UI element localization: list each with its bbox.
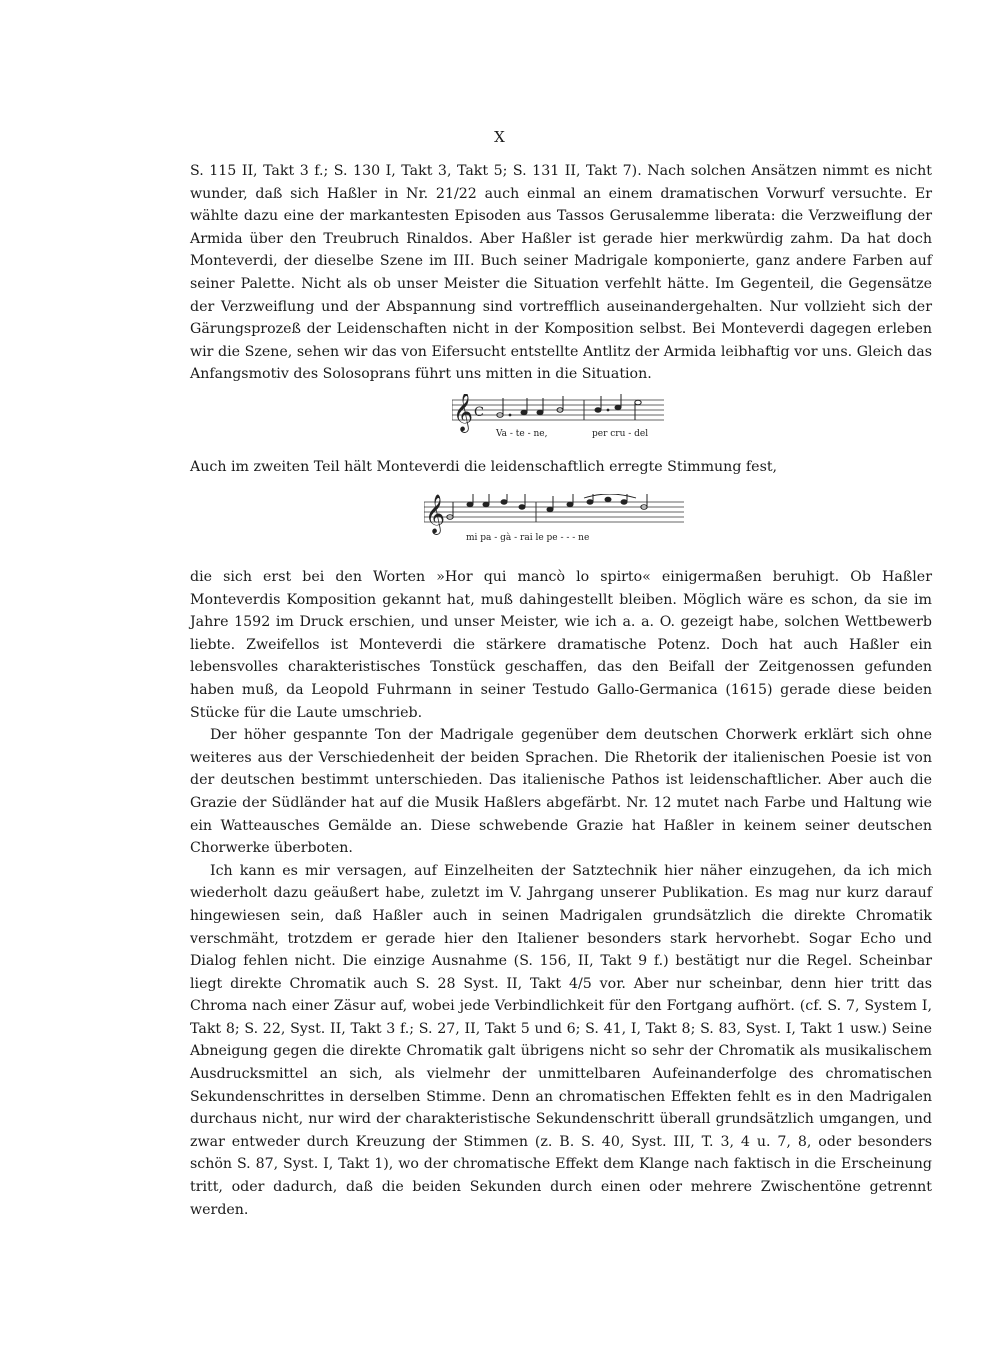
treble-clef-icon: 𝄞: [453, 394, 474, 432]
text-block-1: [190, 160, 932, 386]
text-block-3: [190, 566, 932, 1221]
treble-clef-icon: 𝄞: [425, 494, 446, 534]
music-example-1: [452, 394, 666, 446]
paragraph-2: Auch im zweiten Teil hält Monteverdi die leidenschaftlich erregte Stimmung fest,: [190, 459, 778, 475]
lyric-3: mi pa - gà - rai le pe - - - ne: [466, 533, 590, 543]
music-example-2: [424, 494, 686, 546]
lyric-2: per cru - del: [592, 429, 649, 439]
lyric-1: Va - te - ne,: [496, 429, 548, 439]
paragraph-1: S. 115 II, Takt 3 f.; S. 130 I, Takt 3, Takt 5; S. 131 II, Takt 7). Nach solchen Ansätzen nimmt es nicht wunder, daß sich Haßler in Nr. 21/22 auch einmal an einem dramatischen Vorwurf versuchte. Er wählte dazu eine der markantesten Episoden aus Tassos Gerusalemme liberata: die Verzweiflung der Armida über den Treubruch Rinaldos. Aber Haßler ist gerade hier merkwürdig zahm. Da hat doch Monteverdi, der dieselbe Szene im III. Buch seiner Madrigale komponierte, ganz andere Farben auf seiner Palette. Nicht als ob unser Meister die Situation verfehlt hätte. Im Gegenteil, die Gegensätze der Verzweiflung und der Abspannung sind vortrefflich auseinandergehalten. Nur vollzieht sich der Gärungsprozeß der Leidenschaften nicht in der Komposition selbst. Bei Monteverdi dagegen erleben wir die Szene, sehen wir das von Eifersucht entstellte Antlitz der Armida leibhaftig vor uns. Gleich das Anfangsmotiv des Solosoprans führt uns mitten in die Situation.: [190, 163, 932, 383]
page-number: X: [494, 128, 506, 146]
time-signature-icon: C: [474, 405, 484, 420]
paragraph-5: Ich kann es mir versagen, auf Einzelheiten der Satztechnik hier näher einzugehen, da ich mich wiederholt dazu geäußert habe, zuletzt im V. Jahrgang unserer Publikation. Es mag nur kurz darauf hingewiesen sein, daß Haßler auch in seinen Madrigalen grundsätzlich die direkte Chromatik verschmäht, trotzdem er gerade hier den Italiener besonders stark hervorhebt. Sogar Echo und Dialog fehlen nicht. Die einzige Ausnahme (S. 156, II, Takt 9 f.) bestätigt nur die Regel. Scheinbar liegt direkte Chromatik auch S. 28 Syst. II, Takt 4/5 vor. Aber nur scheinbar, denn hier tritt das Chroma nach einer Zäsur auf, wobei jede Verbindlichkeit für den Fortgang aufhört. (cf. S. 7, System I, Takt 8; S. 22, Syst. II, Takt 3 f.; S. 27, II, Takt 5 und 6; S. 41, I, Takt 8; S. 83, Syst. I, Takt 1 usw.) Seine Abneigung gegen die direkte Chromatik galt übrigens nicht so sehr der Chromatik als musikalischem Ausdrucksmittel an sich, als vielmehr der unmittelbaren Aufeinanderfolge des chromatischen Sekundenschrittes in derselben Stimme. Denn an chromatischen Effekten fehlt es in den Madrigalen durchaus nicht, nur wird der charakteristische Sekundenschritt überall grundsätzlich umgangen, und zwar entweder durch Kreuzung der Stimmen (z. B. S. 40, Syst. III, T. 3, 4 u. 7, 8, oder besonders schön S. 87, Syst. I, Takt 1), wo der chromatische Effekt dem Klange nach faktisch in die Erscheinung tritt, oder dadurch, daß die beiden Sekunden durch einen oder mehrere Zwischentöne getrennt werden.: [190, 862, 932, 1218]
paragraph-4: Der höher gespannte Ton der Madrigale gegenüber dem deutschen Chorwerk erklärt sich ohne weiteres aus der Verschiedenheit der beiden Sprachen. Die Rhetorik der italienischen Poesie ist von der deutschen bestimmt unterschieden. Das italienische Pathos ist leidenschaftlicher. Aber auch die Grazie der Südländer hat auf die Musik Haßlers abgefärbt. Nr. 12 mutet nach Farbe und Haltung wie ein Watteausches Gemälde an. Diese schwebende Grazie hat Haßler in keinem seiner deutschen Chorwerke überboten.: [190, 727, 932, 857]
text-block-2: [190, 456, 932, 479]
music-staff-2: [424, 494, 686, 546]
music-staff-1: [452, 394, 666, 446]
paragraph-3: die sich erst bei den Worten »Hor qui mancò lo spirto« einigermaßen beruhigt. Ob Haßler Monteverdis Komposition gekannt hat, muß dahingestellt bleiben. Möglich wäre es schon, da sie im Jahre 1592 im Druck erschien, und unser Meister, wie ich a. a. O. gezeigt habe, solchen Wettbewerb liebte. Zweifellos ist Monteverdi die stärkere dramatische Potenz. Doch hat auch Haßler ein lebensvolles charakteristisches Tonstück geschaffen, das den Beifall der Zeitgenossen gefunden haben muß, da Leopold Fuhrmann in seiner Testudo Gallo-Germanica (1615) gerade diese beiden Stücke für die Laute umschrieb.: [190, 569, 932, 721]
